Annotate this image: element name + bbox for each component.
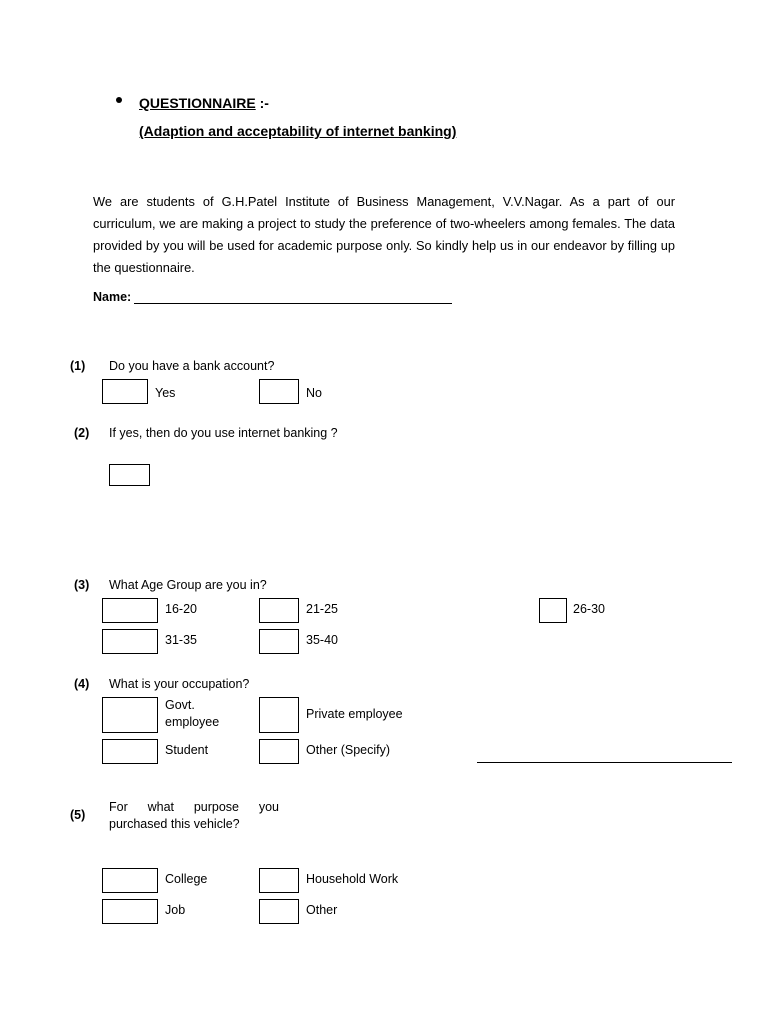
checkbox-yes[interactable] [102,379,148,404]
checkbox-other-specify[interactable] [259,739,299,764]
name-label: Name: [93,290,132,304]
checkbox-job[interactable] [102,899,158,924]
specify-input-line[interactable] [477,762,732,763]
question-5-number: (5) [70,808,86,822]
checkbox-govt-employee[interactable] [102,697,158,733]
question-3-text: What Age Group are you in? [109,578,267,592]
option-label-age-16-20: 16-20 [165,602,197,616]
option-label-yes: Yes [155,386,176,400]
option-label-age-21-25: 21-25 [306,602,338,616]
question-4-text: What is your occupation? [109,677,250,691]
intro-paragraph: We are students of G.H.Patel Institute of Business Management, V.V.Nagar. As a part of our curriculum, we are making a project to study the preference of two-wheelers among females. The data provided by you will be used for academic purpose only. So kindly help us in our endeavor by filling up the questionnaire. [93,194,675,275]
question-1-text: Do you have a bank account? [109,359,275,373]
option-label-other-specify: Other (Specify) [306,743,391,757]
option-label-student: Student [165,743,209,757]
option-label-other: Other [306,903,338,917]
option-label-age-26-30: 26-30 [573,602,605,616]
name-input-line[interactable] [134,303,452,304]
checkbox-other[interactable] [259,899,299,924]
question-2-text: If yes, then do you use internet banking ? [109,426,338,440]
option-label-job: Job [165,903,186,917]
checkbox-age-31-35[interactable] [102,629,158,654]
page-title: QUESTIONNAIRE :- [139,95,269,111]
option-label-college: College [165,872,208,886]
question-5-text-line-2: purchased this vehicle? [109,817,240,831]
option-label-age-31-35: 31-35 [165,633,197,647]
page-subtitle: (Adaption and acceptability of internet banking) [139,123,457,139]
checkbox-age-26-30[interactable] [539,598,567,623]
checkbox-student[interactable] [102,739,158,764]
question-4-number: (4) [74,677,90,691]
checkbox-college[interactable] [102,868,158,893]
option-label-age-35-40: 35-40 [306,633,338,647]
checkbox-age-35-40[interactable] [259,629,299,654]
question-1-number: (1) [70,359,86,373]
question-3-number: (3) [74,578,90,592]
checkbox-no[interactable] [259,379,299,404]
checkbox-age-21-25[interactable] [259,598,299,623]
question-2-number: (2) [74,426,90,440]
checkbox-age-16-20[interactable] [102,598,158,623]
question-5-text-line-1: For what purpose you [109,800,279,814]
question-5-text [109,799,279,833]
option-label-no: No [306,386,322,400]
checkbox-private-employee[interactable] [259,697,299,733]
checkbox-household-work[interactable] [259,868,299,893]
bullet-icon [116,97,122,103]
option-label-private-employee: Private employee [306,707,403,721]
option-label-govt: Govt. [165,698,195,712]
option-label-household-work: Household Work [306,872,399,886]
option-label-employee: employee [165,715,220,729]
checkbox-internet-banking[interactable] [109,464,150,486]
